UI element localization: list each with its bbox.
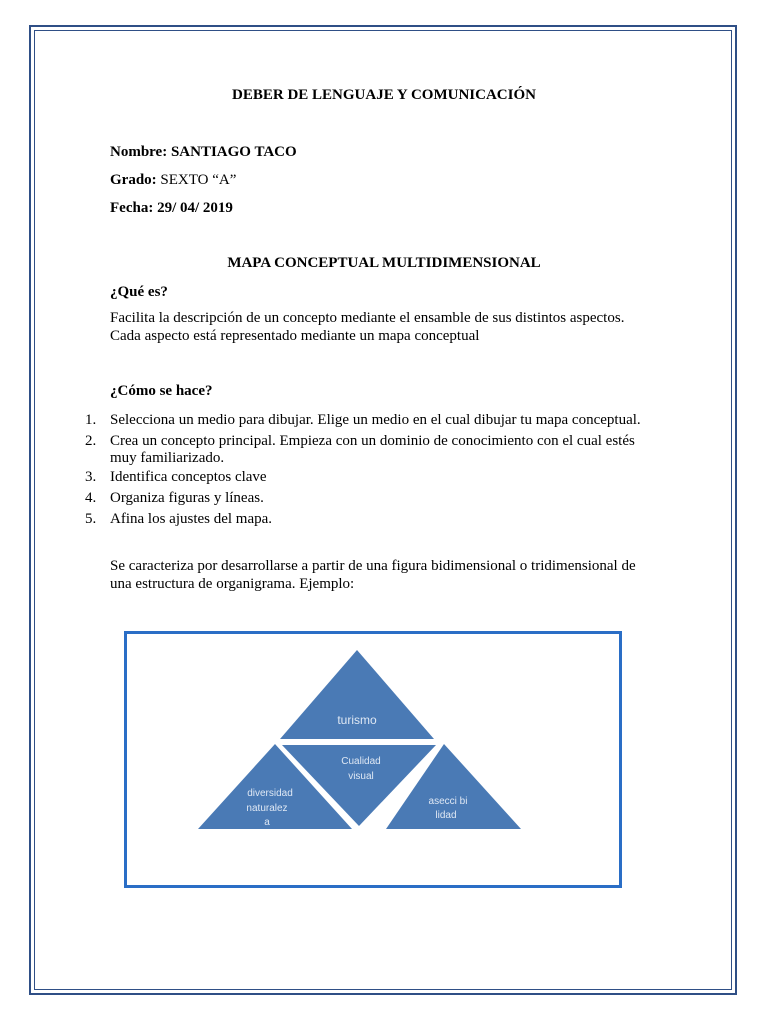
grade-label: Grado: xyxy=(110,172,161,188)
list-text: Organiza figuras y líneas. xyxy=(110,490,264,506)
closing-line-2: una estructura de organigrama. Ejemplo: xyxy=(110,576,355,592)
right-label-line-2: lidad xyxy=(435,810,457,821)
closing-line-1: Se caracteriza por desarrollarse a partir de una figura bidimensional o tridimensional de xyxy=(110,558,636,574)
right-label-line-1: asecci bi xyxy=(428,796,468,807)
list-number: 5. xyxy=(85,511,97,527)
list-text: Afina los ajustes del mapa. xyxy=(110,511,273,527)
left-label-line-1: diversidad xyxy=(247,788,293,799)
definition-line-1: Facilita la descripción de un concepto mediante el ensamble de sus distintos aspectos. xyxy=(110,310,625,326)
list-text-continued: muy familiarizado. xyxy=(110,450,225,466)
triangle-concept-map xyxy=(127,634,619,885)
list-number: 4. xyxy=(85,490,97,506)
question-how: ¿Cómo se hace? xyxy=(110,383,213,399)
list-text: Identifica conceptos clave xyxy=(110,469,267,485)
list-number: 3. xyxy=(85,469,97,485)
grade-value: SEXTO “A” xyxy=(160,172,237,188)
center-label-line-2: visual xyxy=(348,771,374,782)
student-grade xyxy=(110,171,236,189)
question-what: ¿Qué es? xyxy=(110,284,168,300)
list-text: Selecciona un medio para dibujar. Elige un medio en el cual dibujar tu mapa conceptual. xyxy=(110,412,641,428)
list-number: 2. xyxy=(85,433,97,449)
left-label-line-3: a xyxy=(264,817,270,828)
document-title: DEBER DE LENGUAJE Y COMUNICACIÓN xyxy=(232,87,536,103)
left-label-line-2: naturalez xyxy=(246,803,288,814)
definition-line-2: Cada aspecto está representado mediante un mapa conceptual xyxy=(110,328,480,344)
center-label-line-1: Cualidad xyxy=(341,756,381,767)
list-text: Crea un concepto principal. Empieza con un dominio de conocimiento con el cual estés xyxy=(110,433,635,449)
example-figure xyxy=(124,631,622,888)
document-date: Fecha: 29/ 04/ 2019 xyxy=(110,200,233,216)
student-name: Nombre: SANTIAGO TACO xyxy=(110,144,297,160)
list-number: 1. xyxy=(85,412,97,428)
section-title: MAPA CONCEPTUAL MULTIDIMENSIONAL xyxy=(227,255,541,271)
top-label: turismo xyxy=(337,713,377,727)
